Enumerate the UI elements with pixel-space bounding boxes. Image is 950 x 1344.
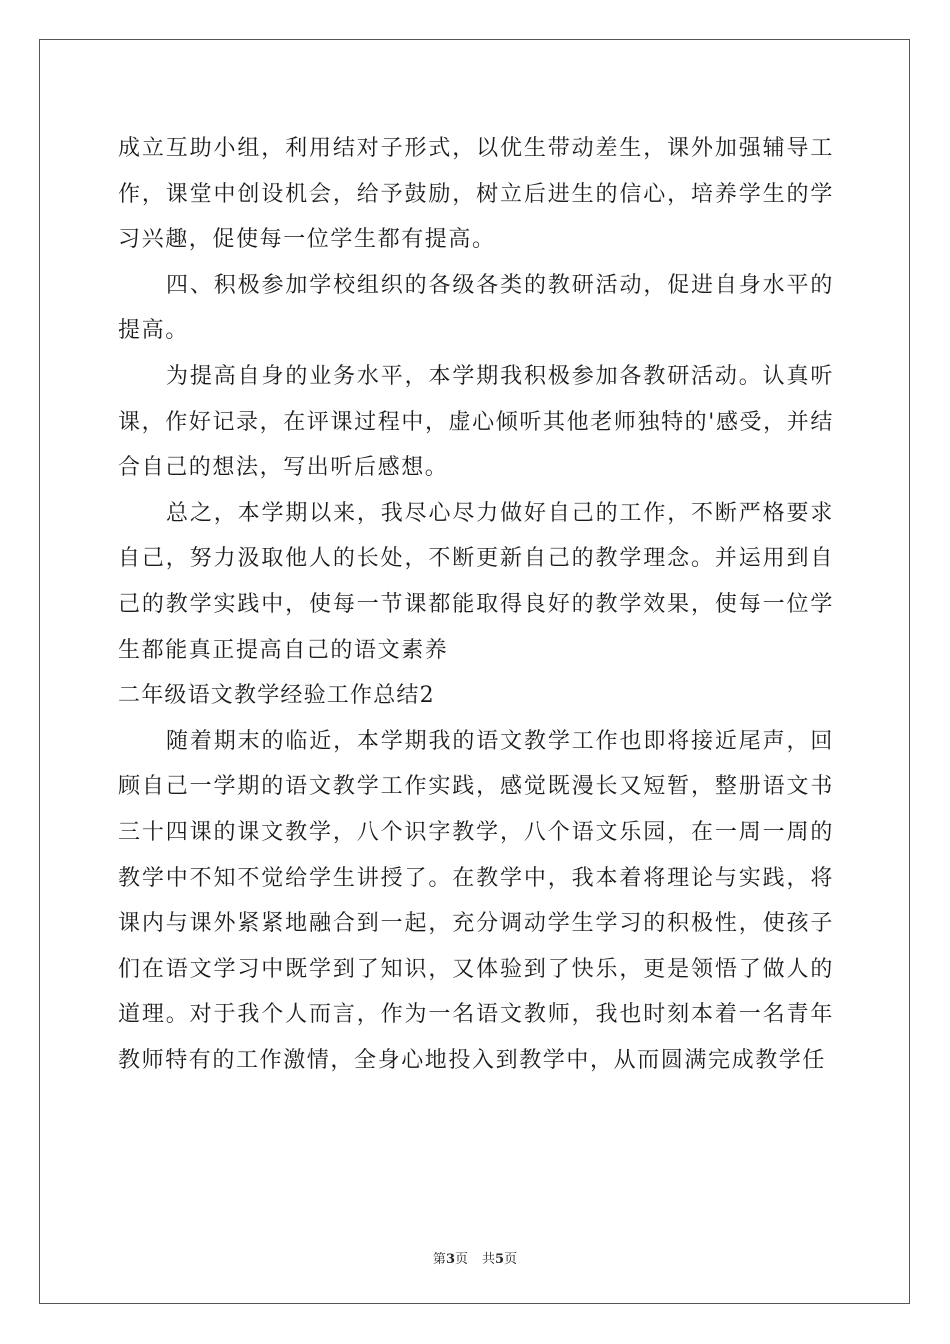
paragraph: 四、积极参加学校组织的各级各类的教研活动，促进自身水平的提高。 [118,272,834,344]
section-title: 二年级语文教学经验工作总结2 [118,683,435,709]
total-prefix: 共 [482,1252,496,1267]
page-footer [0,1248,950,1267]
paragraph: 为提高自身的业务水平，本学期我积极参加各教研活动。认真听课，作好记录，在评课过程中，虚心倾听其他老师独特的'感受，并结合自己的想法，写出听后感想。 [118,363,834,481]
paragraph: 成立互助小组，利用结对子形式，以优生带动差生，课外加强辅导工作，课堂中创设机会，给予鼓励，树立后进生的信心，培养学生的学习兴趣，促使每一位学生都有提高。 [118,136,834,253]
total-pages: 5 [495,1252,505,1267]
page-prefix: 第 [432,1252,446,1267]
paragraph: 随着期末的临近，本学期我的语文教学工作也即将接近尾声，回顾自己一学期的语文教学工作实践，感觉既漫长又短暂，整册语文书三十四课的课文教学，八个识字教学，八个语文乐园，在一周一周的教学中不知不觉给学生讲授了。在教学中，我本着将理论与实践，将课内与课外紧紧地融合到一起，充分调动学生学习的积极性，使孩子们在语文学习中既学到了知识，又体验到了快乐，更是领悟了做人的道理。对于我个人而言，作为一名语文教师，我也时刻本着一名青年教师特有的工作激情，全身心地投入到教学中，从而圆满完成教学任 [118,728,834,1073]
page-suffix: 页 [454,1252,468,1267]
paragraph: 总之，本学期以来，我尽心尽力做好自己的工作，不断严格要求自己，努力汲取他人的长处，不断更新自己的教学理念。并运用到自己的教学实践中，使每一节课都能取得良好的教学效果，使每一位学生都能真正提高自己的语文素养 [118,500,834,663]
page-number: 3 [445,1252,455,1267]
document-body [118,126,834,1083]
total-suffix: 页 [504,1252,518,1267]
